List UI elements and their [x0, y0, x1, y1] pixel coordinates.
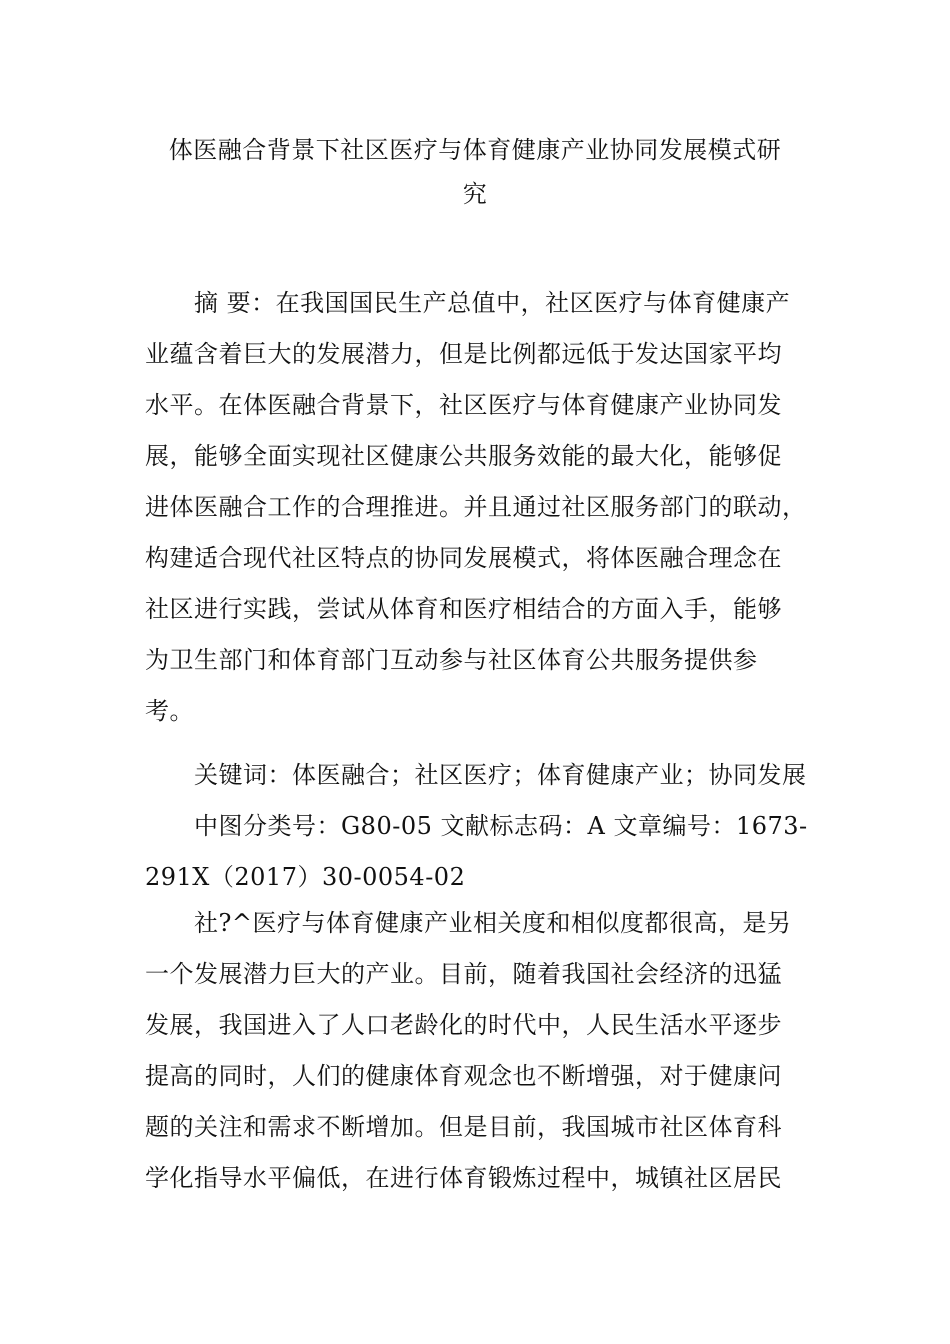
abstract-line: 为卫生部门和体育部门互动参与社区体育公共服务提供参: [145, 646, 758, 674]
classification-line: 中图分类号：G80-05 文献标志码：A 文章编号：1673-: [145, 812, 808, 840]
abstract-paragraph: [145, 278, 825, 737]
intro-paragraph: [145, 898, 825, 1204]
intro-line: 题的关注和需求不断增加。但是目前，我国城市社区体育科: [145, 1113, 782, 1141]
abstract-line: 水平。在体医融合背景下，社区医疗与体育健康产业协同发: [145, 391, 782, 419]
intro-line: 社?^医疗与体育健康产业相关度和相似度都很高，是另: [145, 909, 792, 937]
intro-line: 一个发展潜力巨大的产业。目前，随着我国社会经济的迅猛: [145, 960, 782, 988]
abstract-line: 社区进行实践，尝试从体育和医疗相结合的方面入手，能够: [145, 595, 782, 623]
classification-line: 291X（2017）30-0054-02: [145, 863, 466, 891]
keywords-line: 关键词：体医融合；社区医疗；体育健康产业；协同发展: [145, 761, 807, 789]
abstract-line: 业蕴含着巨大的发展潜力，但是比例都远低于发达国家平均: [145, 340, 782, 368]
intro-line: 学化指导水平偏低，在进行体育锻炼过程中，城镇社区居民: [145, 1164, 782, 1192]
abstract-line: 摘 要：在我国国民生产总值中，社区医疗与体育健康产: [145, 289, 791, 317]
title-line: 体医融合背景下社区医疗与体育健康产业协同发展模式研: [168, 136, 782, 164]
abstract-line: 考。: [145, 697, 194, 725]
abstract-line: 进体医融合工作的合理推进。并且通过社区服务部门的联动，: [145, 493, 807, 521]
abstract-line: 展，能够全面实现社区健康公共服务效能的最大化，能够促: [145, 442, 782, 470]
intro-line: 提高的同时，人们的健康体育观念也不断增强，对于健康问: [145, 1062, 782, 1090]
keywords-and-classification: [145, 750, 825, 903]
article-title: [120, 128, 830, 216]
title-line: 究: [462, 180, 488, 208]
abstract-line: 构建适合现代社区特点的协同发展模式，将体医融合理念在: [145, 544, 782, 572]
intro-line: 发展，我国进入了人口老龄化的时代中，人民生活水平逐步: [145, 1011, 782, 1039]
